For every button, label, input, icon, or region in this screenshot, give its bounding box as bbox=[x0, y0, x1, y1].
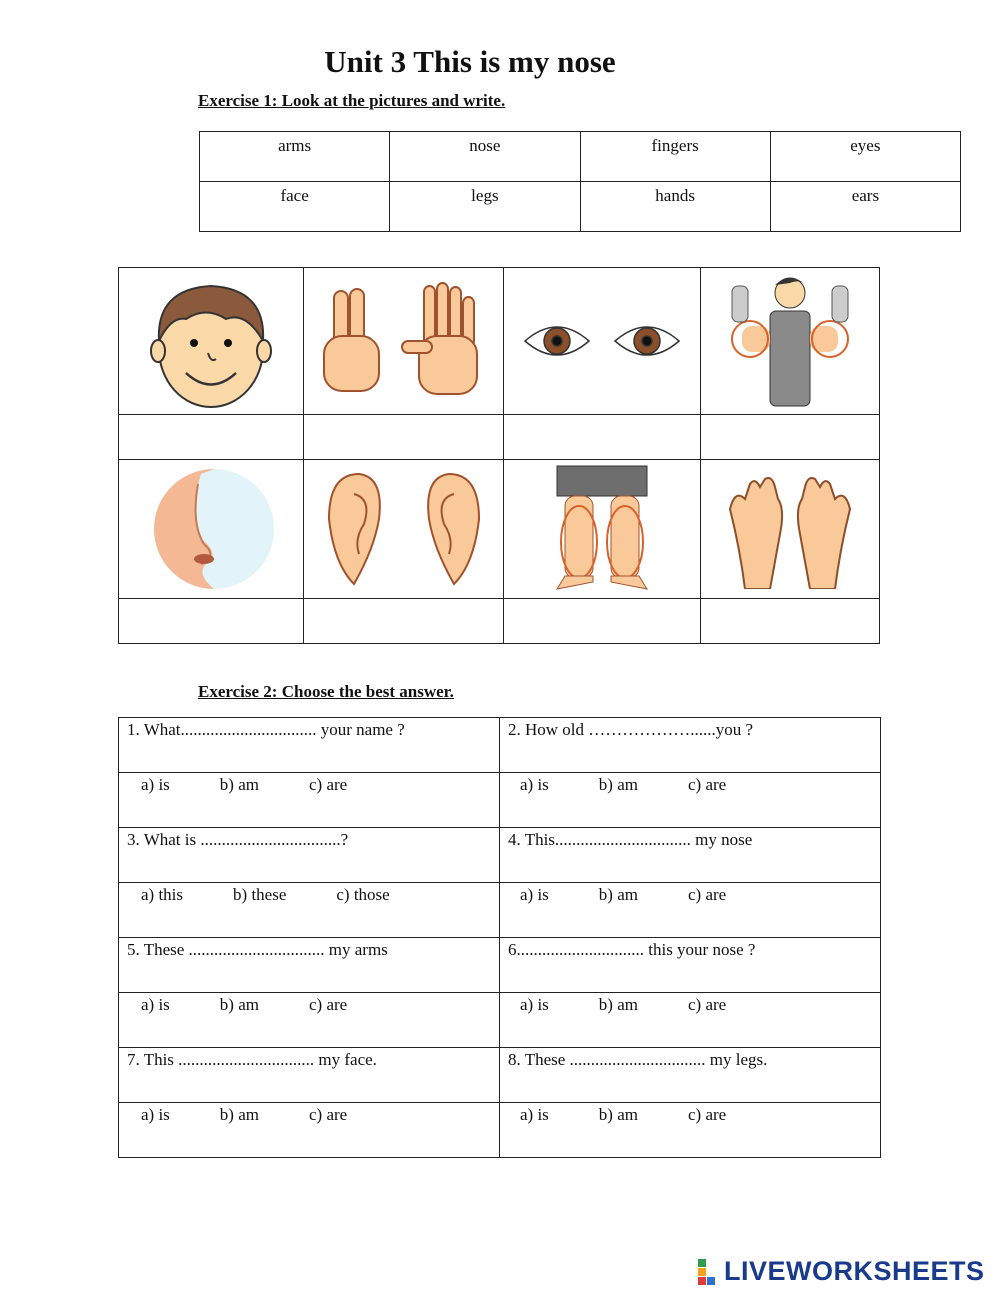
liveworksheets-logo bbox=[698, 1256, 985, 1287]
word-cell: legs bbox=[390, 182, 580, 232]
question-cell: 8. These ................................ my legs. bbox=[500, 1048, 881, 1103]
question-cell: 6.............................. this your nose ? bbox=[500, 938, 881, 993]
logo-icon bbox=[698, 1259, 724, 1285]
word-cell: eyes bbox=[770, 132, 960, 182]
word-cell: hands bbox=[580, 182, 770, 232]
picture-cell bbox=[504, 268, 701, 415]
answer-option[interactable]: c) those bbox=[336, 885, 390, 904]
options-cell bbox=[500, 773, 881, 828]
answer-cell[interactable] bbox=[119, 599, 304, 644]
answer-option[interactable]: b) am bbox=[598, 1105, 638, 1124]
answer-option[interactable]: a) is bbox=[520, 885, 549, 904]
options-cell bbox=[119, 993, 500, 1048]
face-icon bbox=[146, 271, 276, 411]
answer-cell[interactable] bbox=[504, 415, 701, 460]
answer-option[interactable]: c) are bbox=[687, 885, 727, 904]
picture-cell bbox=[701, 460, 880, 599]
question-cell: 3. What is .................................? bbox=[119, 828, 500, 883]
answer-option[interactable]: b) am bbox=[598, 995, 638, 1014]
answer-cell[interactable] bbox=[701, 599, 880, 644]
word-cell: face bbox=[200, 182, 390, 232]
picture-cell bbox=[701, 268, 880, 415]
quiz-table bbox=[118, 717, 881, 1158]
eyes-icon bbox=[517, 311, 687, 371]
answer-option[interactable]: c) are bbox=[687, 775, 727, 794]
word-cell: ears bbox=[770, 182, 960, 232]
answer-option[interactable]: c) are bbox=[687, 1105, 727, 1124]
answer-option[interactable]: a) is bbox=[141, 1105, 170, 1124]
options-cell bbox=[500, 993, 881, 1048]
answer-option[interactable]: c) are bbox=[687, 995, 727, 1014]
ears-icon bbox=[314, 469, 494, 589]
answer-cell[interactable] bbox=[304, 599, 504, 644]
question-cell: 1. What................................ your name ? bbox=[119, 718, 500, 773]
answer-option[interactable]: c) are bbox=[308, 775, 348, 794]
exercise1-heading: Exercise 1: Look at the pictures and write. bbox=[198, 91, 506, 110]
question-cell: 5. These ................................ my arms bbox=[119, 938, 500, 993]
answer-cell[interactable] bbox=[701, 415, 880, 460]
picture-cell bbox=[119, 268, 304, 415]
page-title: Unit 3 This is my nose bbox=[324, 44, 616, 79]
answer-option[interactable]: a) is bbox=[141, 775, 170, 794]
answer-option[interactable]: b) these bbox=[233, 885, 287, 904]
fingers-icon bbox=[314, 281, 494, 401]
picture-cell bbox=[119, 460, 304, 599]
picture-table bbox=[118, 267, 880, 644]
options-cell bbox=[119, 1103, 500, 1158]
answer-cell[interactable] bbox=[119, 415, 304, 460]
options-cell bbox=[500, 883, 881, 938]
logo-text: LIVEWORKSHEETS bbox=[724, 1256, 985, 1286]
answer-option[interactable]: a) this bbox=[141, 885, 184, 904]
answer-cell[interactable] bbox=[304, 415, 504, 460]
word-cell: nose bbox=[390, 132, 580, 182]
picture-cell bbox=[504, 460, 701, 599]
question-cell: 7. This ................................ my face. bbox=[119, 1048, 500, 1103]
answer-option[interactable]: a) is bbox=[520, 775, 549, 794]
answer-option[interactable]: c) are bbox=[308, 995, 348, 1014]
options-cell bbox=[119, 883, 500, 938]
nose-icon bbox=[146, 464, 276, 594]
question-cell: 2. How old ………………......you ? bbox=[500, 718, 881, 773]
answer-option[interactable]: b) am bbox=[219, 1105, 259, 1124]
answer-option[interactable]: c) are bbox=[308, 1105, 348, 1124]
word-cell: arms bbox=[200, 132, 390, 182]
answer-option[interactable]: a) is bbox=[141, 995, 170, 1014]
answer-option[interactable]: b) am bbox=[219, 995, 259, 1014]
legs-icon bbox=[547, 464, 657, 594]
question-cell: 4. This................................ my nose bbox=[500, 828, 881, 883]
word-bank-table bbox=[199, 131, 961, 232]
hands-icon bbox=[720, 469, 860, 589]
answer-cell[interactable] bbox=[504, 599, 701, 644]
arms-icon bbox=[720, 271, 860, 411]
picture-cell bbox=[304, 460, 504, 599]
options-cell bbox=[119, 773, 500, 828]
exercise2-heading: Exercise 2: Choose the best answer. bbox=[198, 682, 454, 701]
answer-option[interactable]: b) am bbox=[598, 885, 638, 904]
word-cell: fingers bbox=[580, 132, 770, 182]
answer-option[interactable]: b) am bbox=[598, 775, 638, 794]
answer-option[interactable]: a) is bbox=[520, 995, 549, 1014]
answer-option[interactable]: a) is bbox=[520, 1105, 549, 1124]
answer-option[interactable]: b) am bbox=[219, 775, 259, 794]
options-cell bbox=[500, 1103, 881, 1158]
picture-cell bbox=[304, 268, 504, 415]
